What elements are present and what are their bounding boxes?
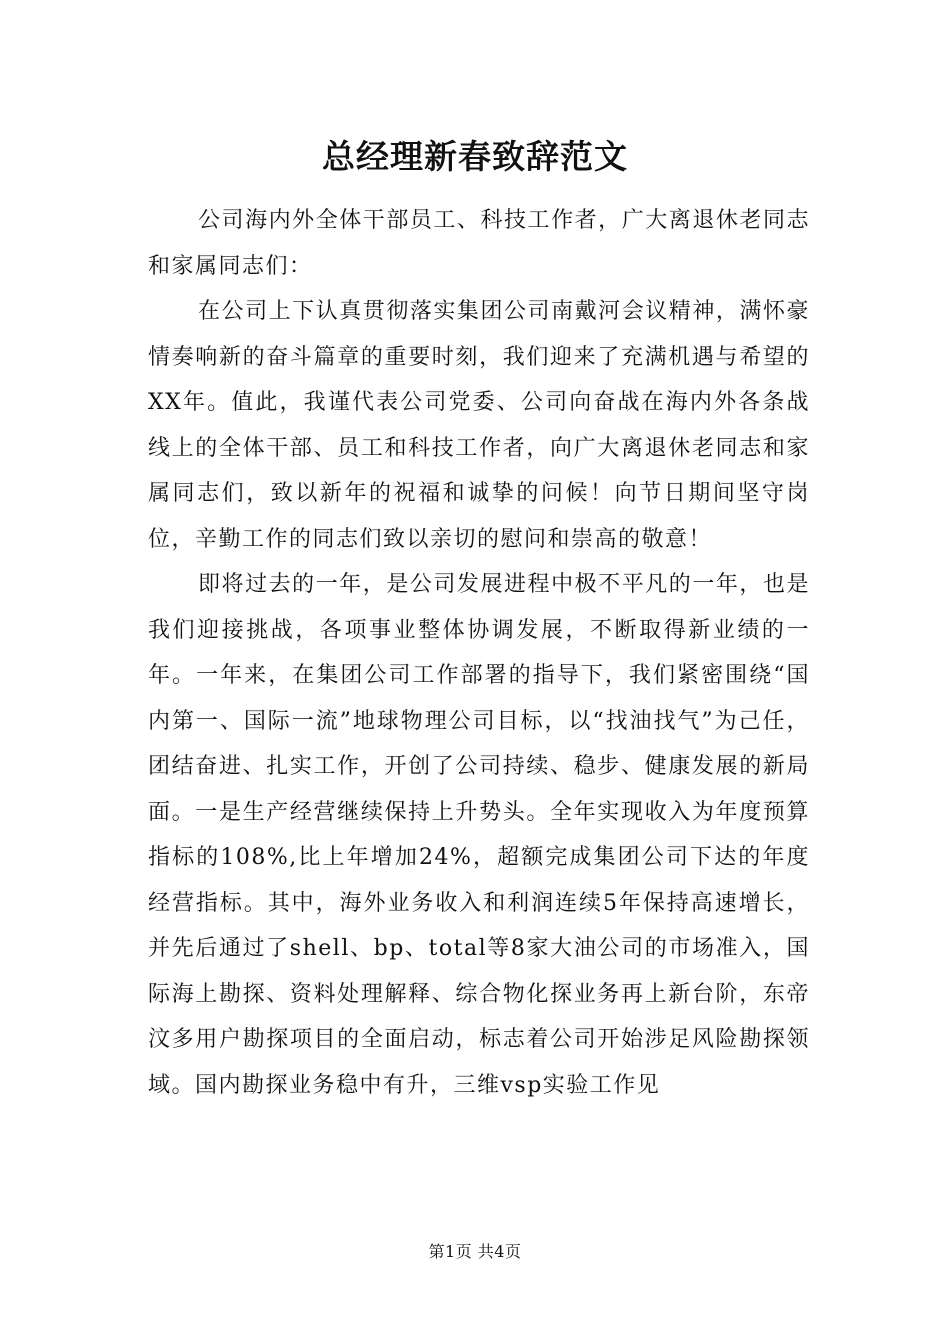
document-title: 总经理新春致辞范文 [322,137,628,176]
page-footer: 第1页 共4页 [428,1242,522,1261]
paragraph-salutation: 公司海内外全体干部员工、科技工作者，广大离退休老同志和家属同志们： [148,208,810,279]
paragraph-greeting: 在公司上下认真贯彻落实集团公司南戴河会议精神，满怀豪情奏响新的奋斗篇章的重要时刻，我们迎来了充满机遇与希望的XX年。值此，我谨代表公司党委、公司向奋战在海内外各条战线上的全体干部、员工和科技工作者，向广大离退休老同志和家属同志们，致以新年的祝福和诚挚的问候！向节日期间坚守岗位，辛勤工作的同志们致以亲切的慰问和崇高的敬意！ [148,299,810,552]
paragraph-review: 即将过去的一年，是公司发展进程中极不平凡的一年，也是我们迎接挑战，各项事业整体协调发展，不断取得新业绩的一年。一年来，在集团公司工作部署的指导下，我们紧密围绕“国内第一、国际一流”地球物理公司目标，以“找油找气”为己任，团结奋进、扎实工作，开创了公司持续、稳步、健康发展的新局面。一是生产经营继续保持上升势头。全年实现收入为年度预算指标的108%,比上年增加24%，超额完成集团公司下达的年度经营指标。其中，海外业务收入和利润连续5年保持高速增长，并先后通过了shell、bp、total等8家大油公司的市场准入，国际海上勘探、资料处理解释、综合物化探业务再上新台阶，东帝汶多用户勘探项目的全面启动，标志着公司开始涉足风险勘探领域。国内勘探业务稳中有升，三维vsp实验工作见 [148,572,810,1098]
document-body [148,198,810,1108]
